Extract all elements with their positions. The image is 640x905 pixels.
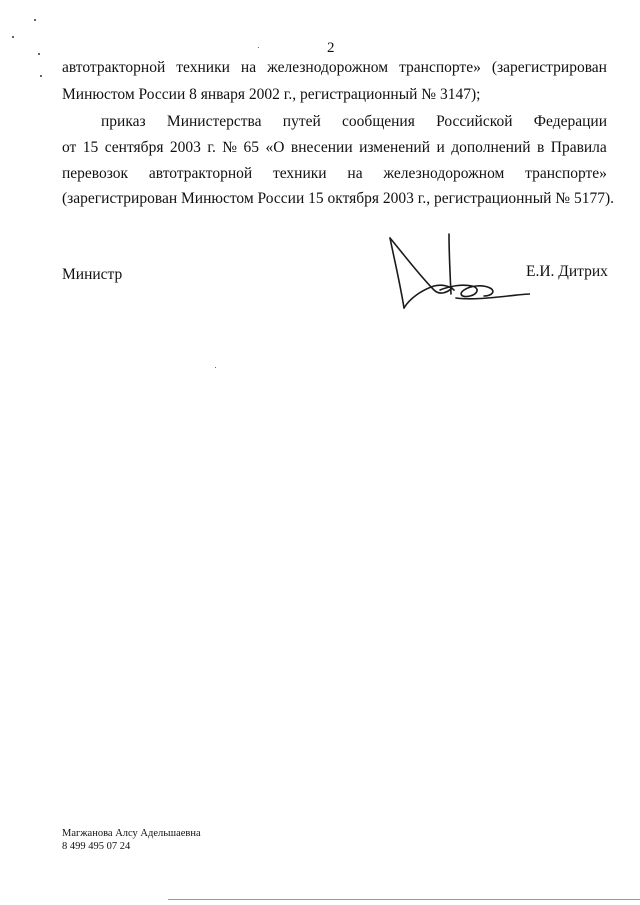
word: автотракторной [148,165,253,182]
word: транспорте» [525,165,607,182]
word: Федерации [533,113,607,130]
footer-contact-phone: 8 499 495 07 24 [62,841,131,852]
handwritten-signature [380,228,530,314]
scan-speck [215,367,216,368]
word: техники [176,59,230,76]
scan-speck [38,53,40,55]
paragraph-1-line-1 [62,58,607,78]
word: перевозок [62,165,129,182]
word: сообщения [342,113,415,130]
scan-speck [258,47,259,48]
word: 15 [82,139,99,156]
paragraph-2-line-1 [101,112,607,132]
footer-contact-name: Магжанова Алсу Адельшаевна [62,828,201,839]
paragraph-2-line-4: (зарегистрирован Минюстом России 15 октября 2003 г., регистрационный № 5177). [62,190,614,207]
word: в [536,139,545,156]
word: на [347,165,363,182]
word: Российской [436,113,513,130]
word: транспорте» [399,59,481,76]
paragraph-1-line-2: Минюстом России 8 января 2002 г., регистрационный № 3147); [62,86,481,103]
page-number: 2 [327,40,335,56]
word: железнодорожном [383,165,505,182]
word: путей [282,113,321,130]
word: Правила [550,139,607,156]
word: автотракторной [62,59,166,76]
scan-speck [12,36,14,38]
paragraph-2-line-3 [62,164,607,184]
word: внесении [290,139,353,156]
word: 2003 [169,139,201,156]
word: и [436,139,445,156]
scan-speck [40,75,42,77]
word: 65 [243,139,260,156]
word: (зарегистрирован [491,59,607,76]
word: техники [272,165,327,182]
word: изменений [359,139,431,156]
word: Министерства [166,113,262,130]
scan-speck [34,19,36,21]
scan-edge-line [168,899,640,900]
word: от [62,139,77,156]
word: сентября [104,139,164,156]
word: приказ [101,113,146,130]
word: дополнений [451,139,531,156]
word: г. [207,139,216,156]
signer-name: Е.И. Дитрих [526,263,608,280]
word: на [240,59,257,76]
word: железнодорожном [267,59,389,76]
signer-position: Министр [62,266,123,283]
paragraph-2-line-2 [62,138,607,158]
word: № [222,139,238,156]
word: «О [265,139,285,156]
